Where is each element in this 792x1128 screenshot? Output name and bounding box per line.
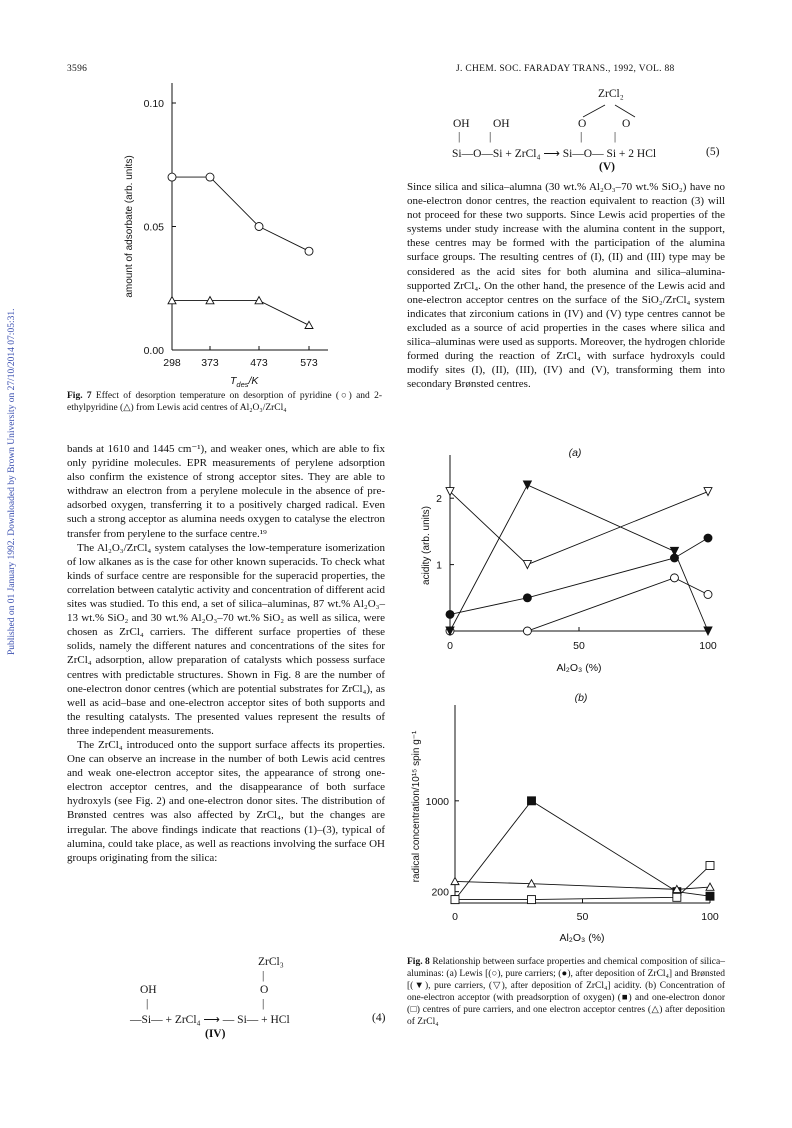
fig8b-point <box>451 896 459 904</box>
fig8-caption-text: Relationship between surface properties and chemical composition of silica–aluminas: (a) Lewis [(○), pure carriers; (●), after deposition of ZrCl₄] and Brønsted [(▼), pure carriers, (▽), after deposition of ZrCl₄] acidity. (b) Concentration of one-electron acceptor (with preadsorption of oxygen) (■) and one-electron donor (□) centres of pure carriers, and one electron acceptor centres (△) after deposition of ZrCl₄ <box>407 957 725 1027</box>
fig8a-point <box>446 610 454 618</box>
fig8a-point <box>670 547 678 555</box>
fig8b-x-tick-label: 0 <box>452 911 458 923</box>
eq4-top: ZrCl₃ <box>258 956 284 968</box>
fig8b-point <box>528 896 536 904</box>
eq4-mid: O <box>260 984 269 996</box>
eq5-bonds-right: | | <box>580 131 617 143</box>
page-number: 3596 <box>67 64 88 74</box>
fig7-point <box>168 173 176 181</box>
left-paragraph-1: bands at 1610 and 1445 cm⁻¹), and weaker ones, which are able to fix only pyridine molecules. EPR measurements of perylene adsorption also confirm the existence of strong acceptor sites. They are able to withdraw an electron from a perylene molecule in the absence of pre-adsorbed oxygen, transferring it to a positively charged radical. Even such a strong acceptor as alumina needs oxygen to catalyse the electron transfer from perylene to the surface centre.¹⁹ <box>67 443 385 540</box>
fig8a-point <box>523 561 531 569</box>
eq4-number: (4) <box>372 1012 386 1024</box>
fig8a-y-tick-label: 2 <box>436 493 442 506</box>
fig8b-x-tick-label: 50 <box>576 911 589 923</box>
fig7-caption-text: Effect of desorption temperature on desorption of pyridine (○) and 2-ethylpyridine (△) from Lewis acid centres of Al₂O₃/ZrCl₄ <box>67 391 382 413</box>
fig8b-panel-label: (b) <box>574 692 588 704</box>
fig8b-x-tick-label: 100 <box>701 911 719 923</box>
eq4-bond-3: | <box>262 998 265 1010</box>
fig7-y-tick-label: 0.05 <box>143 221 164 234</box>
right-paragraph-1: Since silica and silica–alumna (30 wt.% Al₂O₃–70 wt.% SiO₂) have no one-electron donor centres, the reaction equivalent to reaction (3) will not proceed for these two supports. Since Lewis acid properties of the systems under study increase with the alumina content in the support, these centres may be formed with the participation of the alumina surface groups. The resulting centres of (I), (II) and (III) type may be considered as the acid sites for both alumina and silica–alumina-supported ZrCl₄. On the other hand, the presence of the Lewis acid and one-electron acceptor centres on the surface of the SiO₂/ZrCl₄ system indicates that zirconium cations in (IV) and (V) type centres cannot be excluded as a source of acid properties in the cases where silica and silica–aluminas were used as supports. Moreover, the hydrogen chloride formed during the reaction of ZrCl₄ with surface hydroxyls could modify sites (I), (II), (III), (IV) and (V), transforming them into secondary Brønsted centres. <box>407 181 725 391</box>
fig8-caption <box>407 956 725 1028</box>
fig7-x-tick-label: 573 <box>300 357 318 369</box>
fig8a-series-line <box>450 538 708 614</box>
fig8a-point <box>670 574 678 582</box>
journal-header: J. CHEM. SOC. FARADAY TRANS., 1992, VOL. 88 <box>456 64 675 74</box>
fig8a-y-tick-label: 1 <box>436 559 442 572</box>
right-column-text <box>407 180 725 391</box>
fig8a-x-tick-label: 50 <box>573 640 585 652</box>
fig8a-series-line <box>450 578 708 631</box>
eq4-bond-2: | <box>146 998 149 1010</box>
fig7-y-label: amount of adsorbate (arb. units) <box>124 155 135 298</box>
fig7-point <box>305 321 313 328</box>
eq4-bond-1: | <box>262 970 265 982</box>
fig7-series-line <box>172 177 309 251</box>
eq4-label: (IV) <box>205 1028 226 1040</box>
eq5-top: ZrCl₂ <box>598 88 624 100</box>
eq4-line: —Si— + ZrCl₄ ⟶ — Si— + HCl <box>130 1014 290 1026</box>
fig8b-y-label: radical concentration/10¹⁵ spin g⁻¹ <box>411 730 422 883</box>
fig7-chart <box>60 80 360 390</box>
eq5-oh-1: OH <box>453 118 470 130</box>
left-paragraph-2: The Al₂O₃/ZrCl₄ system catalyses the low-temperature isomerization of low alkanes as is the case for other known superacids. To check what kinds of surface centre are responsible for the superacid properties, the correlation between catalytic activity and concentration of different acid sites was studied. To this end, a set of silica–aluminas, 87 wt.% Al₂O₃–13 wt.% SiO₂ and 30 wt.% Al₂O₃–70 wt.% SiO₂ as well as silica, were chosen as ZrCl₄ carriers. The different surface properties of these solids, namely the different natures and concentrations of the sites for ZrCl₄ adsorption, allow preparation of catalysts which possess surface centres with predictable structures. Shown in Fig. 8 are the number of one-electron donor centres (which are potential substrates for ZrCl₄), as well as acid–base and one-electron acceptor sites of both supports and the resulting catalysts. The presented values represent the results of three independent measurements. <box>67 541 385 737</box>
fig8a-x-tick-label: 0 <box>447 640 453 652</box>
fig7-caption-label: Fig. 7 <box>67 391 92 401</box>
fig8b-y-tick-label: 200 <box>431 886 449 899</box>
eq5-o1: O <box>578 118 587 130</box>
left-paragraph-3: The ZrCl₄ introduced onto the support surface affects its properties. One can observe an increase in the number of both Lewis acid centres and weak one-electron acceptor sites, the appearance of strong one-electron acceptor centres, and the disappearance of both surface hydroxyls (see Fig. 2) and one-electron donor sites. The distribution of Brønsted centres was also affected by ZrCl₄, but the changes are irregular. The above findings indicate that reactions (1)–(3), typical of alumina, could take place, as well as reactions involving the surface OH groups originating from the silica: <box>67 738 385 864</box>
eq5-ring-bonds <box>575 103 645 119</box>
fig7-point <box>206 173 214 181</box>
fig8a-point <box>704 534 712 542</box>
fig7-caption <box>67 390 382 414</box>
download-note: Published on 01 January 1992. Downloaded by Brown University on 27/10/2014 07:05:31. <box>7 308 17 655</box>
fig8b-chart <box>405 690 735 950</box>
fig8a-x-tick-label: 100 <box>699 640 717 652</box>
fig7-y-tick-label: 0.10 <box>143 98 164 110</box>
eq5-label: (V) <box>599 161 615 173</box>
fig8a-x-label: Al₂O₃ (%) <box>556 662 602 674</box>
fig7-x-tick-label: 373 <box>201 357 219 369</box>
fig8a-point <box>523 627 531 635</box>
fig8a-point <box>523 594 531 602</box>
eq5-line3: Si—O—Si + ZrCl₄ ⟶ Si—O— Si + 2 HCl <box>452 148 657 160</box>
fig7-x-tick-label: 298 <box>163 357 181 369</box>
eq4-oh: OH <box>140 984 157 996</box>
eq5-bonds-left: | | <box>458 131 492 143</box>
fig7-x-tick-label: 473 <box>250 357 268 369</box>
fig7-series-line <box>172 301 309 326</box>
fig8b-x-label: Al₂O₃ (%) <box>559 932 605 944</box>
fig8b-y-tick-label: 1000 <box>425 795 449 808</box>
fig8a-point <box>704 488 712 496</box>
fig8a-series-line <box>450 492 708 565</box>
left-column-text <box>67 442 385 865</box>
fig8b-point <box>451 877 459 884</box>
fig7-point <box>305 247 313 255</box>
fig7-point <box>255 223 263 231</box>
fig8a-point <box>523 481 531 489</box>
fig8b-series-line <box>455 801 710 900</box>
fig8b-point <box>706 862 714 870</box>
fig8b-point <box>706 883 714 890</box>
fig8-caption-label: Fig. 8 <box>407 957 430 967</box>
eq5-oh-2: OH <box>493 118 510 130</box>
eq5-number: (5) <box>706 146 720 158</box>
fig7-y-tick-label: 0.00 <box>143 345 164 357</box>
fig8b-point <box>706 892 714 900</box>
eq5-o2: O <box>622 118 631 130</box>
fig8a-point <box>704 590 712 598</box>
fig8a-chart <box>405 440 735 690</box>
fig7-x-label: $T_{des}/K$ <box>230 375 259 389</box>
fig8b-point <box>528 797 536 805</box>
fig8a-y-label: acidity (arb. units) <box>421 506 432 585</box>
fig8b-point <box>673 893 681 901</box>
fig8a-panel-label: (a) <box>568 447 582 459</box>
